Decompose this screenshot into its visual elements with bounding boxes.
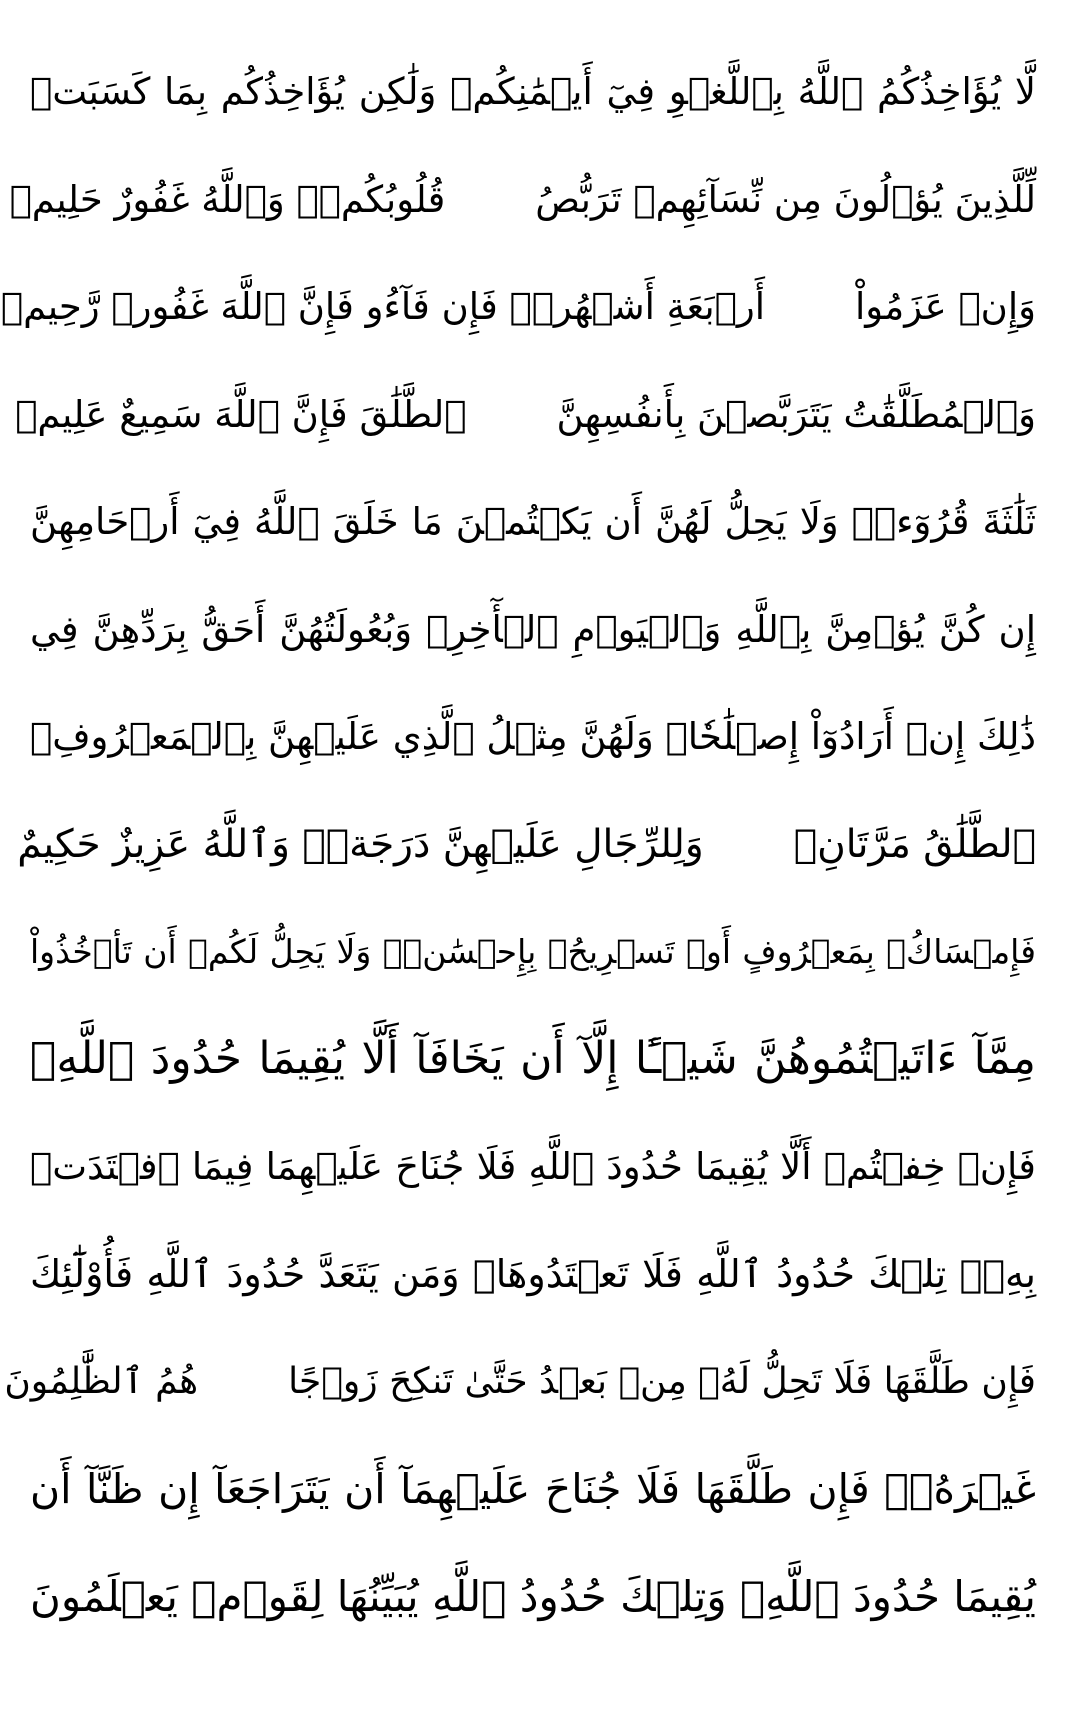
line-4-part-b: ٱلطَّلَٰقَ فَإِنَّ ٱللَّهَ سَمِيعٌ عَلِيمٞ <box>15 392 467 436</box>
line-3-part-a: وَإِنۡ عَزَمُواْ <box>855 285 1036 329</box>
line-11-text: فَإِنۡ خِفۡتُمۡ أَلَّا يُقِيمَا حُدُودَ ٱللَّهِ فَلَا جُنَاحَ عَلَيۡهِمَا فِيمَا ٱفۡتَدَتۡ <box>30 1145 1036 1189</box>
text-line-4 <box>15 361 1036 469</box>
line-7-text: ذَٰلِكَ إِنۡ أَرَادُوٓاْ إِصۡلَٰحٗاۚ وَلَهُنَّ مِثۡلُ ٱلَّذِي عَلَيۡهِنَّ بِٱلۡمَعۡرُوفِۚ <box>30 715 1036 759</box>
line-8-part-b: وَلِلرِّجَالِ عَلَيۡهِنَّ دَرَجَةٞۗ وَٱللَّهُ عَزِيزٌ حَكِيمٌ <box>17 821 704 867</box>
text-line-3 <box>0 253 1036 361</box>
text-line-5 <box>30 468 1036 576</box>
line-2-part-a: لِّلَّذِينَ يُؤۡلُونَ مِن نِّسَآئِهِمۡ تَرَبُّصُ <box>535 177 1036 221</box>
line-12-text: بِهِۦۗ تِلۡكَ حُدُودُ ٱللَّهِ فَلَا تَعۡتَدُوهَاۚ وَمَن يَتَعَدَّ حُدُودَ ٱللَّهِ فَأُوْلَٰٓئِكَ <box>30 1252 1036 1297</box>
text-line-13 <box>4 1328 1036 1436</box>
line-10-text: مِمَّآ ءَاتَيۡتُمُوهُنَّ شَيۡـًٔا إِلَّآ أَن يَخَافَآ أَلَّا يُقِيمَا حُدُودَ ٱللَّهِۖ <box>30 1033 1036 1085</box>
text-line-15 <box>30 1543 1036 1651</box>
text-line-10 <box>30 1006 1036 1114</box>
line-15-text: يُقِيمَا حُدُودَ ٱللَّهِۗ وَتِلۡكَ حُدُودُ ٱللَّهِ يُبَيِّنُهَا لِقَوۡمٖ يَعۡلَمُونَ <box>30 1571 1036 1621</box>
text-line-6 <box>30 576 1036 684</box>
text-line-9 <box>30 898 1036 1006</box>
text-line-7 <box>30 683 1036 791</box>
text-line-1 <box>30 38 1036 146</box>
line-13-part-a: فَإِن طَلَّقَهَا فَلَا تَحِلُّ لَهُۥ مِنۢ بَعۡدُ حَتَّىٰ تَنكِحَ زَوۡجًا <box>288 1360 1036 1402</box>
line-5-text: ثَلَٰثَةَ قُرُوٓءٖۚ وَلَا يَحِلُّ لَهُنَّ أَن يَكۡتُمۡنَ مَا خَلَقَ ٱللَّهُ فِيٓ أَرۡحَامِهِنَّ <box>30 500 1036 544</box>
line-13-part-b: هُمُ ٱلظَّٰلِمُونَ <box>4 1360 199 1402</box>
text-line-8 <box>17 791 1036 899</box>
text-line-2 <box>9 146 1036 254</box>
text-line-12 <box>30 1221 1036 1329</box>
line-8-part-a: ٱلطَّلَٰقُ مَرَّتَانِۖ <box>793 821 1036 867</box>
text-line-11 <box>30 1113 1036 1221</box>
line-3-part-b: أَرۡبَعَةِ أَشۡهُرٖۖ فَإِن فَآءُو فَإِنَّ ٱللَّهَ غَفُورٞ رَّحِيمٞ <box>0 285 765 329</box>
line-2-part-b: قُلُوبُكُمۡۗ وَٱللَّهُ غَفُورٌ حَلِيمٞ <box>9 177 446 221</box>
text-line-14 <box>30 1436 1036 1544</box>
line-4-part-a: وَٱلۡمُطَلَّقَٰتُ يَتَرَبَّصۡنَ بِأَنفُسِهِنَّ <box>556 392 1036 436</box>
line-14-text: غَيۡرَهُۥۗ فَإِن طَلَّقَهَا فَلَا جُنَاحَ عَلَيۡهِمَآ أَن يَتَرَاجَعَآ إِن ظَنَّآ أَن <box>30 1464 1036 1513</box>
line-6-text: إِن كُنَّ يُؤۡمِنَّ بِٱللَّهِ وَٱلۡيَوۡمِ ٱلۡأٓخِرِۚ وَبُعُولَتُهُنَّ أَحَقُّ بِرَدِّهِنَّ فِي <box>30 607 1036 651</box>
line-9-text: فَإِمۡسَاكُۢ بِمَعۡرُوفٍ أَوۡ تَسۡرِيحُۢ بِإِحۡسَٰنٖۗ وَلَا يَحِلُّ لَكُمۡ أَن تَأۡخُذُواْ <box>30 932 1036 972</box>
line-1-text: لَّا يُؤَاخِذُكُمُ ٱللَّهُ بِٱللَّغۡوِ فِيٓ أَيۡمَٰنِكُمۡ وَلَٰكِن يُؤَاخِذُكُم بِمَا كَسَبَتۡ <box>30 70 1036 114</box>
